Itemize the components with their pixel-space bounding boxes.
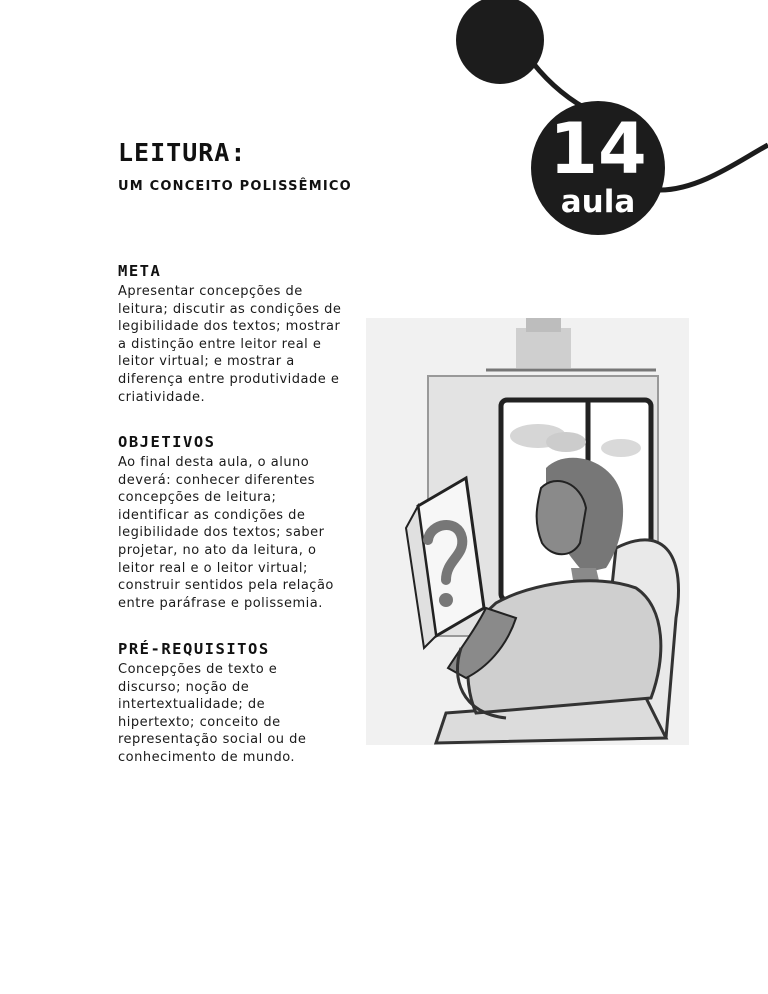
meta-line: criatividade.: [118, 389, 206, 405]
objetivos-text: [118, 454, 343, 612]
decorative-curve-right: [660, 145, 768, 190]
objetivos-heading: OBJETIVOS: [118, 433, 216, 451]
prerequisitos-line: representação social ou de: [118, 732, 307, 748]
objetivos-line: entre paráfrase e polissemia.: [118, 595, 323, 611]
objetivos-line: projetar, no ato da leitura, o: [118, 542, 317, 558]
prerequisitos-line: conhecimento de mundo.: [118, 749, 296, 765]
reading-woman-illustration: [366, 318, 689, 745]
objetivos-line: legibilidade dos textos; saber: [118, 525, 325, 541]
objetivos-line: deverá: conhecer diferentes: [118, 472, 316, 488]
prerequisitos-line: Concepções de texto e: [118, 662, 278, 677]
objetivos-line: construir sentidos pela relação: [118, 578, 334, 594]
objetivos-section: [118, 433, 343, 612]
meta-line: legibilidade dos textos; mostrar: [118, 319, 341, 335]
prerequisitos-line: discurso; noção de: [118, 679, 250, 695]
meta-heading: META: [118, 262, 162, 280]
prerequisitos-line: intertextualidade; de: [118, 697, 266, 713]
lesson-label: aula: [560, 184, 636, 220]
decorative-circle-icon: [456, 0, 544, 84]
meta-line: leitor virtual; e mostrar a: [118, 354, 295, 370]
prerequisitos-text: [118, 661, 343, 767]
meta-line: diferença entre produtividade e: [118, 371, 340, 387]
meta-section: [118, 262, 343, 406]
meta-text: [118, 283, 343, 406]
prerequisitos-heading: PRÉ-REQUISITOS: [118, 640, 270, 658]
meta-line: leitura; discutir as condições de: [118, 301, 342, 317]
objetivos-line: Ao final desta aula, o aluno: [118, 455, 310, 470]
page-subtitle: UM CONCEITO POLISSÊMICO: [118, 179, 352, 194]
meta-line: a distinção entre leitor real e: [118, 336, 322, 352]
meta-line: Apresentar concepções de: [118, 284, 303, 299]
prerequisitos-line: hipertexto; conceito de: [118, 714, 281, 730]
objetivos-line: identificar as condições de: [118, 507, 306, 523]
objetivos-line: concepções de leitura;: [118, 490, 277, 506]
objetivos-line: leitor real e o leitor virtual;: [118, 560, 308, 576]
prerequisitos-section: [118, 640, 343, 767]
lesson-number: 14: [549, 108, 647, 190]
page-title: LEITURA:: [118, 138, 247, 167]
